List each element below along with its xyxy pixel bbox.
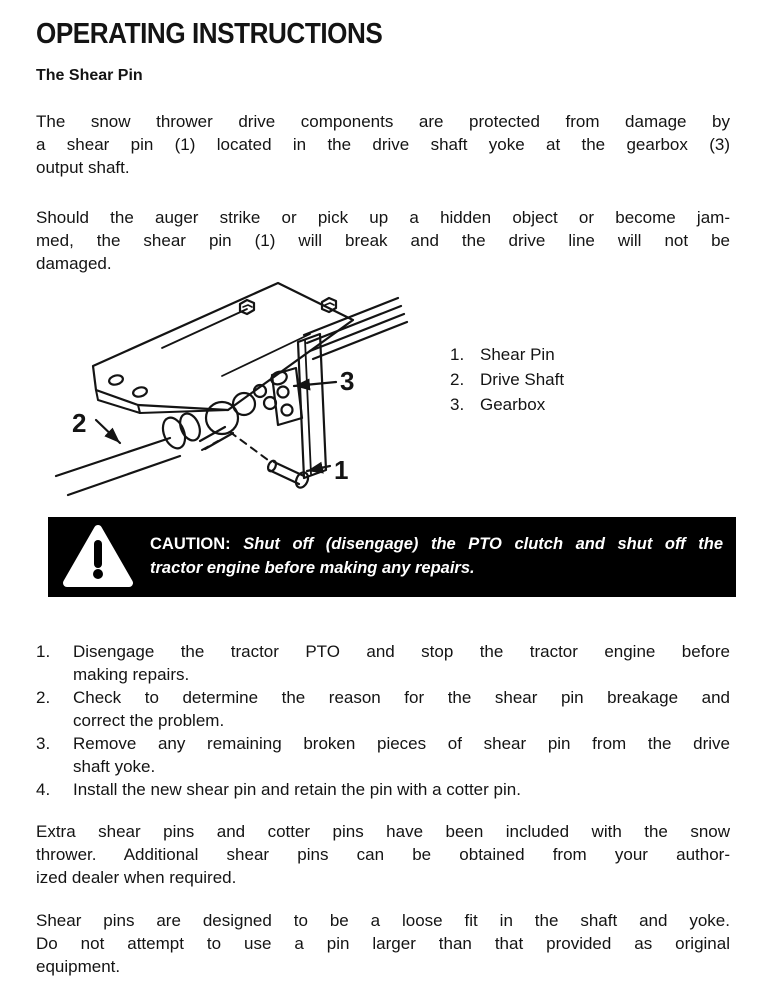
text-line: Install the new shear pin and retain the pin with a cotter pin. (73, 780, 521, 799)
legend-number: 2. (450, 370, 465, 389)
callout-3: 3 (340, 366, 355, 396)
list-item (36, 640, 730, 686)
list-item-number: 1. (36, 642, 51, 661)
text-line: correct the problem. (73, 711, 225, 730)
legend-number: 1. (450, 345, 465, 364)
text-line: output shaft. (36, 158, 130, 177)
list-item-text (73, 778, 730, 801)
text-line: Shear pins are designed to be a loose fit in the shaft and yoke. (36, 911, 730, 930)
page-title: OPERATING INSTRUCTIONS (36, 18, 383, 50)
text-line: Disengage the tractor PTO and stop the tractor engine before (73, 642, 730, 661)
text-line: Check to determine the reason for the shear pin breakage and (73, 688, 730, 707)
text-line: The snow thrower drive components are protected from damage by (36, 112, 730, 131)
text-line: Should the auger strike or pick up a hidden object or become jam- (36, 208, 730, 227)
mounting-plate (93, 283, 353, 413)
paragraph-loose-fit (36, 909, 730, 978)
legend-item-shear-pin (450, 342, 564, 367)
repair-steps-list (36, 640, 730, 801)
list-item-number: 4. (36, 780, 51, 799)
warning-triangle-icon (63, 524, 133, 590)
list-item (36, 778, 730, 801)
list-item (36, 732, 730, 778)
caution-banner (48, 517, 736, 597)
legend-label: Gearbox (480, 395, 546, 414)
legend-label: Drive Shaft (480, 370, 565, 389)
list-item-number: 3. (36, 734, 51, 753)
list-item-text (73, 686, 730, 732)
legend-item-drive-shaft (450, 367, 564, 392)
bolt-heads (240, 298, 336, 314)
frame-rails (304, 298, 407, 359)
paragraph-intro (36, 110, 730, 179)
shear-pin-figure (36, 280, 730, 510)
caution-prefix: CAUTION: (150, 535, 231, 553)
text-line: shaft yoke. (73, 757, 156, 776)
list-item-text (73, 732, 730, 778)
caution-message-end: tractor engine before making any repairs. (150, 559, 475, 577)
text-line: equipment. (36, 957, 121, 976)
caution-message-start: Shut off (disengage) the PTO clutch and shut off the (243, 535, 723, 553)
text-line: med, the shear pin (1) will break and the drive line will not be (36, 231, 730, 250)
text-line: thrower. Additional shear pins can be obtained from your author- (36, 845, 730, 864)
caution-line-2 (150, 556, 723, 580)
list-item-number: 2. (36, 688, 51, 707)
text-line: Remove any remaining broken pieces of shear pin from the drive (73, 734, 730, 753)
callout-2: 2 (72, 408, 87, 438)
text-line: Extra shear pins and cotter pins have been included with the snow (36, 822, 730, 841)
paragraph-extra-pins (36, 820, 730, 889)
legend-label: Shear Pin (480, 345, 555, 364)
text-line: damaged. (36, 254, 112, 273)
shear-pin-diagram (54, 280, 434, 510)
text-line: making repairs. (73, 665, 190, 684)
callout-1: 1 (334, 455, 349, 485)
legend-item-gearbox (450, 392, 564, 417)
section-heading: The Shear Pin (36, 67, 143, 84)
list-item (36, 686, 730, 732)
figure-legend (450, 342, 564, 417)
caution-line-1 (150, 532, 723, 556)
text-line: ized dealer when required. (36, 868, 237, 887)
paragraph-break-behavior (36, 206, 730, 275)
list-item-text (73, 640, 730, 686)
text-line: Do not attempt to use a pin larger than that provided as original (36, 934, 730, 953)
caution-text (150, 532, 723, 580)
legend-number: 3. (450, 395, 465, 414)
text-line: a shear pin (1) located in the drive shaft yoke at the gearbox (3) (36, 135, 730, 154)
